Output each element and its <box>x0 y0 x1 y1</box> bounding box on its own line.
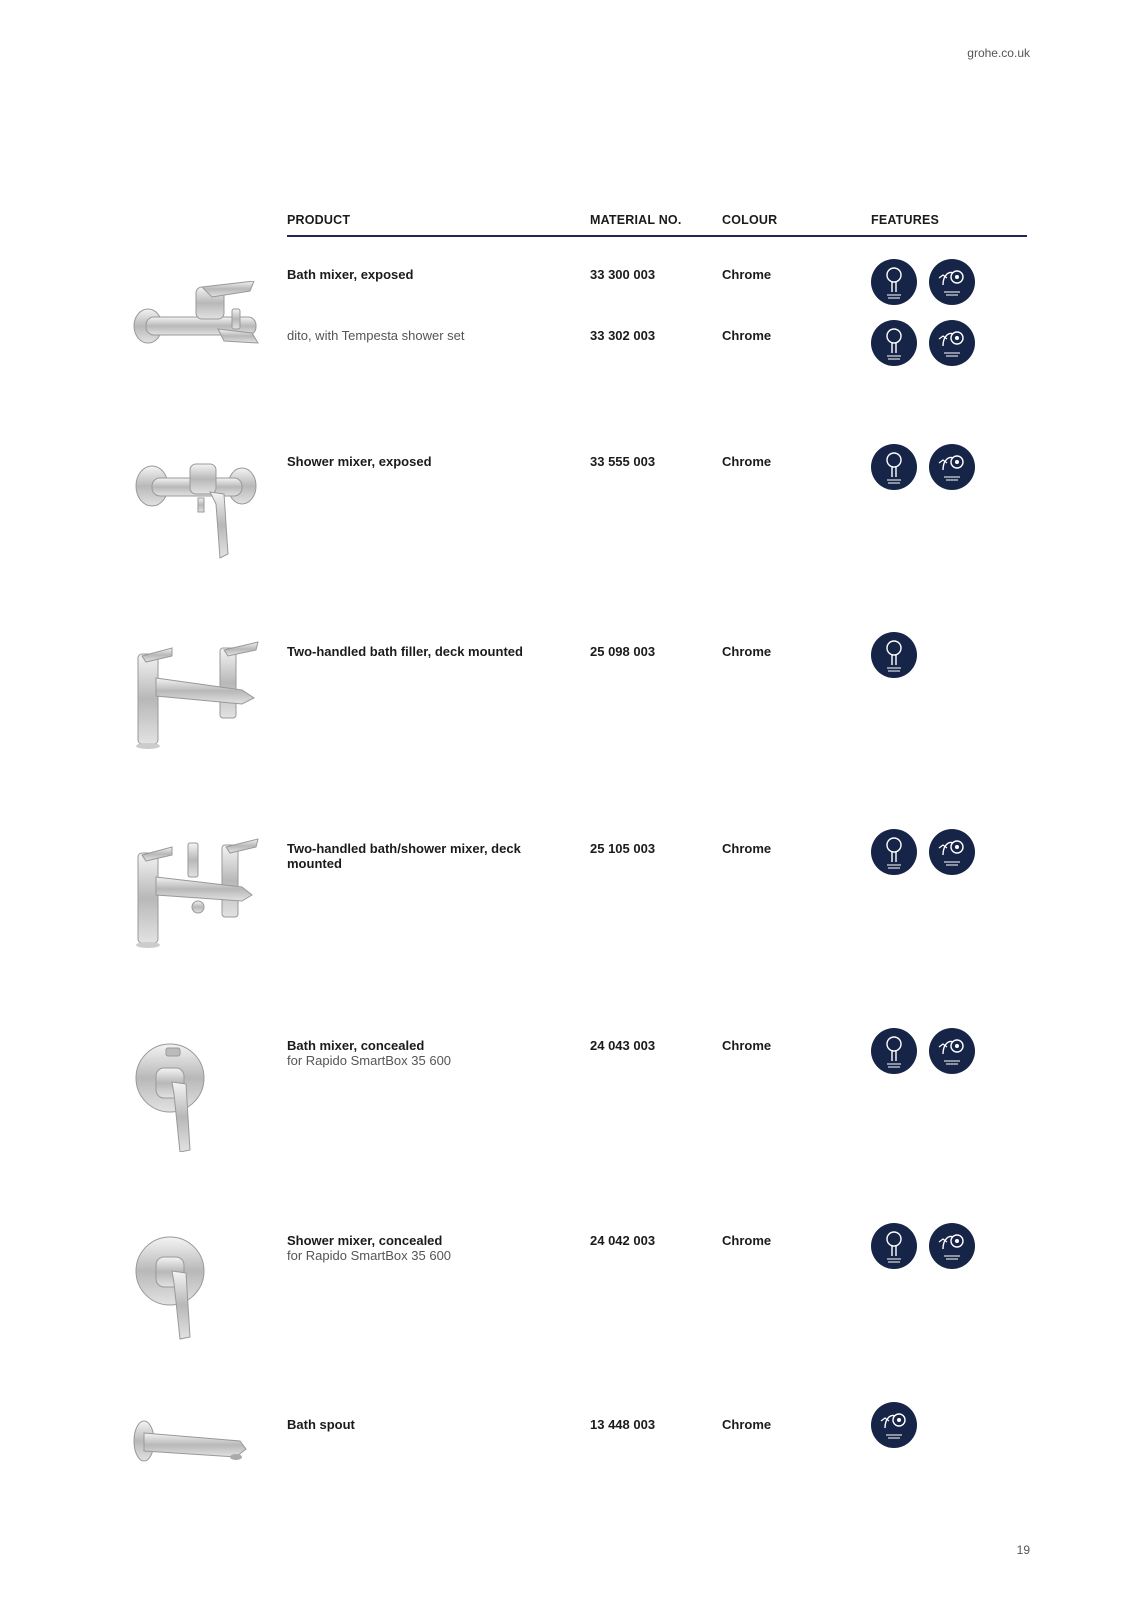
colour-value: Chrome <box>722 841 772 856</box>
grohe-starlight-icon <box>871 444 917 490</box>
col-header-colour: COLOUR <box>722 213 778 227</box>
waterguard-icon <box>929 259 975 305</box>
bath-mixer-concealed-image <box>132 1022 222 1157</box>
material-number: 25 098 003 <box>590 644 656 659</box>
material-number: 13 448 003 <box>590 1417 656 1432</box>
waterguard-icon <box>929 1223 975 1269</box>
features <box>871 632 917 678</box>
features <box>871 1028 975 1074</box>
bath-spout-image <box>132 1417 252 1482</box>
waterguard-icon <box>929 320 975 366</box>
grohe-starlight-icon <box>871 632 917 678</box>
col-header-features: FEATURES <box>871 213 940 227</box>
col-header-product: PRODUCT <box>287 213 351 227</box>
features <box>871 259 975 305</box>
product-name: Bath mixer, concealed for Rapido SmartBox 35 600 <box>287 1038 452 1068</box>
page-number: 19 <box>1016 1543 1030 1557</box>
product-name: Shower mixer, exposed <box>287 454 432 469</box>
waterguard-icon <box>929 444 975 490</box>
material-number: 33 302 003 <box>590 328 656 343</box>
colour-value: Chrome <box>722 267 772 282</box>
bath-mixer-exposed-image <box>132 281 272 361</box>
grohe-starlight-icon <box>871 259 917 305</box>
header-rule <box>287 235 1027 237</box>
product-name: Bath spout <box>287 1417 355 1432</box>
colour-value: Chrome <box>722 1038 772 1053</box>
features <box>871 320 975 366</box>
features <box>871 1402 917 1448</box>
grohe-starlight-icon <box>871 1223 917 1269</box>
shower-mixer-exposed-image <box>132 454 262 569</box>
grohe-starlight-icon <box>871 1028 917 1074</box>
col-header-material: MATERIAL NO. <box>590 213 682 227</box>
material-number: 25 105 003 <box>590 841 656 856</box>
product-name: Shower mixer, concealed for Rapido SmartBox 35 600 <box>287 1233 452 1263</box>
features <box>871 444 975 490</box>
waterguard-icon <box>871 1402 917 1448</box>
waterguard-icon <box>929 1028 975 1074</box>
features <box>871 829 975 875</box>
product-name: Two-handled bath filler, deck mounted <box>287 644 523 659</box>
colour-value: Chrome <box>722 644 772 659</box>
features <box>871 1223 975 1269</box>
material-number: 33 300 003 <box>590 267 656 282</box>
colour-value: Chrome <box>722 328 772 343</box>
grohe-starlight-icon <box>871 320 917 366</box>
site-url: grohe.co.uk <box>967 46 1030 60</box>
colour-value: Chrome <box>722 454 772 469</box>
material-number: 24 042 003 <box>590 1233 656 1248</box>
product-name: dito, with Tempesta shower set <box>287 328 465 343</box>
product-name: Two-handled bath/shower mixer, deck mounted <box>287 841 521 871</box>
material-number: 33 555 003 <box>590 454 656 469</box>
colour-value: Chrome <box>722 1417 772 1432</box>
colour-value: Chrome <box>722 1233 772 1248</box>
waterguard-icon <box>929 829 975 875</box>
product-name: Bath mixer, exposed <box>287 267 414 282</box>
material-number: 24 043 003 <box>590 1038 656 1053</box>
bath-filler-image <box>132 634 262 759</box>
grohe-starlight-icon <box>871 829 917 875</box>
bath-shower-mixer-image <box>132 833 262 958</box>
shower-mixer-concealed-image <box>132 1215 222 1350</box>
